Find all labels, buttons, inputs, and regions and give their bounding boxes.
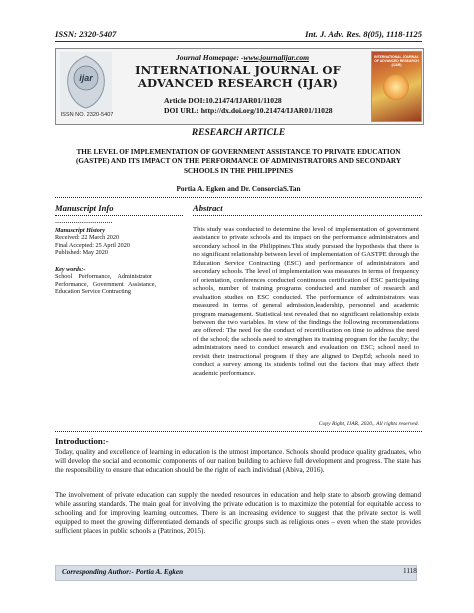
- paper-title-line: SCHOOLS IN THE PHILIPPINES: [183, 166, 294, 175]
- logo-text: ijar: [79, 73, 93, 83]
- doi-url: [164, 106, 333, 115]
- keywords: [55, 266, 186, 296]
- keywords-heading: Key words:-: [55, 266, 86, 273]
- paper-title: [55, 148, 422, 176]
- abstract-text: This study was conducted to determine the level of implementation of government assistance to private schools and its impact on the performance administrators and secondary school in the Philippines.This study pursued the hypothesis that there is no significant relationship between level of implementation of GASTPE through the Education Service Contracting (ESC) and performance of administrators and secondary schools. The level of implementation was measures in terms of frequency of orientation, conferences conducted continuous certification of ESC participating schools, number of training programs conducted and number of research and evaluation studies on ESC conducted. The performance of administrators was measured in terms of general admission,leadership, personnel and academic program management. Statistical test revealed that no significant relationship exists between the two variables. In view of the findings the following recommendations are offered: The need for the conduct of recertification on time to address the need of the school; the schools need to strengthen its training program for the faculty; the administrators need to conduct research and evaluation on ESC; school need to revisit their instructional program if they are aligned to DepEd; schools need to conduct a survey among its students tofind out the factors that may affect their academic performance.: [193, 226, 419, 377]
- article-doi-value[interactable]: 10.21474/IJAR01/11028: [205, 96, 282, 105]
- keywords-line: Performance, Government Assistance,: [55, 280, 157, 288]
- corresponding-author-box: [55, 565, 417, 581]
- doi-url-link[interactable]: http://dx.doi.org/10.21474/IJAR01/11028: [198, 106, 333, 115]
- keywords-line: Education Service Contracting: [55, 288, 131, 296]
- journal-masthead: [55, 48, 424, 125]
- journal-title-line2: ADVANCED RESEARCH (IJAR): [137, 76, 339, 90]
- homepage-link[interactable]: www.journalijar.com: [243, 53, 310, 62]
- issn-header: ISSN: 2320-5407: [55, 29, 117, 39]
- section-divider: [55, 197, 422, 198]
- header-rule: [55, 41, 422, 42]
- authors: Portia A. Egken and Dr. ConsorciaS.Tan: [176, 185, 301, 193]
- copyright-notice: Copy Right, IJAR, 2020,. All rights reserved.: [318, 421, 419, 427]
- citation-header: Int. J. Adv. Res. 8(05), 1118-1125: [305, 29, 422, 39]
- doi-url-label: DOI URL:: [164, 106, 199, 115]
- cover-title: INTERNATIONAL JOURNAL OF ADVANCED RESEARCH (IJAR): [374, 55, 419, 67]
- manuscript-history: [55, 227, 185, 257]
- paper-title-line: (GASTPE) AND ITS IMPACT ON THE PERFORMANCE OF ADMINISTRATORS AND SECONDARY: [75, 157, 402, 166]
- manuscript-info-divider: [55, 215, 183, 216]
- introduction-heading: Introduction:-: [55, 436, 109, 446]
- abstract-heading: Abstract: [193, 203, 223, 213]
- published-date: Published: May 2020: [55, 249, 108, 257]
- manuscript-dots: ……………………….: [55, 218, 113, 225]
- journal-homepage: [176, 53, 309, 62]
- abstract-divider: [193, 215, 422, 216]
- article-doi: [164, 96, 282, 105]
- keywords-line: School Performance, Administrator: [55, 273, 153, 281]
- corresponding-author: Corresponding Author:- Portia A. Egken: [62, 568, 184, 576]
- journal-logo-icon: [60, 52, 112, 112]
- page-number: 1118: [403, 567, 417, 575]
- introduction-paragraph: The involvement of private education can supply the needed resources in education and help state to absorb growing demand while assuring standards. The main goal for involving the private education is to maximize the potential for equitable access to schooling and for improving learning outcomes. There is an increasing evidence to suggest that the private sector is well equipped to meet the growing differentiated demands of specific groups such as religious ones – even when the state provides sufficient places in public schools a (Patrinos, 2015).: [55, 491, 421, 535]
- article-type: RESEARCH ARTICLE: [191, 128, 286, 138]
- journal-title-line1: INTERNATIONAL JOURNAL OF: [135, 63, 341, 77]
- introduction-paragraph: Today, quality and excellence of learning in education is the utmost importance. Schools should produce quality graduates, who will develop the social and economic components of our nation building to achieve full development and progress. The state has the responsibility to ensure that education should be the right of each individual (Abiva, 2016).: [55, 448, 421, 474]
- journal-title: [120, 64, 356, 90]
- homepage-label: Journal Homepage: -: [176, 53, 244, 62]
- history-heading: Manuscript History: [55, 227, 106, 234]
- journal-cover-image: [371, 51, 422, 122]
- article-doi-label: Article DOI:: [164, 96, 206, 105]
- paper-title-line: THE LEVEL OF IMPLEMENTATION OF GOVERNMENT ASSISTANCE TO PRIVATE EDUCATION: [76, 148, 401, 156]
- accepted-date: Final Accepted: 25 April 2020: [55, 241, 130, 249]
- logo-issn: ISSN NO. 2320-5407: [60, 112, 114, 118]
- received-date: Received: 22 March 2020: [55, 234, 120, 242]
- section-divider: [55, 431, 422, 432]
- cover-emblem-icon: [383, 74, 409, 100]
- manuscript-info-heading: Manuscript Info: [55, 203, 114, 213]
